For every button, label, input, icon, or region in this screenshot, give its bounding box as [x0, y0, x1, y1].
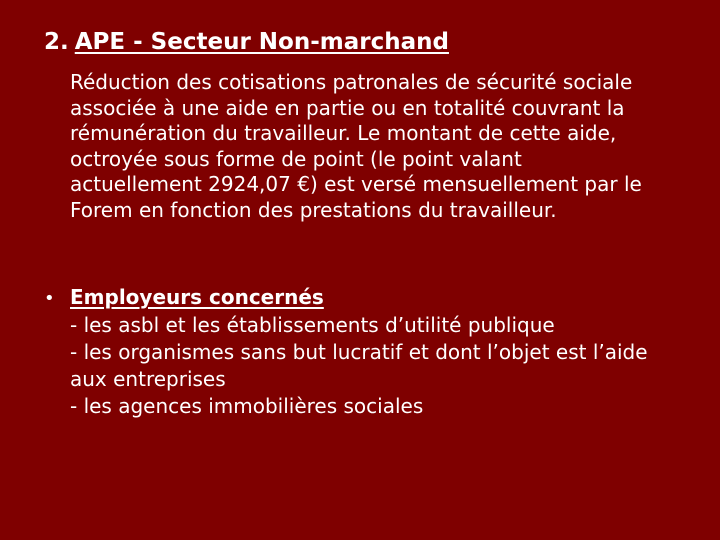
bullet-employers — [44, 284, 710, 420]
heading-number: 2. — [44, 29, 69, 55]
intro-line: octroyée sous forme de point (le point valant — [70, 146, 522, 171]
slide-heading — [44, 28, 449, 56]
intro-line: Forem en fonction des prestations du travailleur. — [70, 197, 557, 222]
intro-paragraph — [70, 70, 710, 223]
intro-line: Réduction des cotisations patronales de sécurité sociale — [70, 70, 633, 94]
intro-line: associée à une aide en partie ou en totalité couvrant la — [70, 95, 625, 120]
intro-line: actuellement 2924,07 €) est versé mensuellement par le — [70, 172, 642, 196]
bullet-line: - les asbl et les établissements d’utilité publique — [70, 313, 555, 337]
bullet-line: aux entreprises — [70, 367, 226, 391]
bullet-line: - les organismes sans but lucratif et dont l’objet est l’aide — [70, 340, 648, 364]
bullet-header — [44, 284, 710, 312]
heading-title: APE - Secteur Non-marchand — [74, 29, 449, 55]
bullet-line: - les agences immobilières sociales — [70, 394, 424, 418]
bullet-lines — [44, 312, 710, 420]
intro-line: rémunération du travailleur. Le montant de cette aide, — [70, 121, 617, 145]
bullet-title: Employeurs concernés — [70, 285, 324, 309]
bullet-marker: • — [44, 288, 55, 309]
